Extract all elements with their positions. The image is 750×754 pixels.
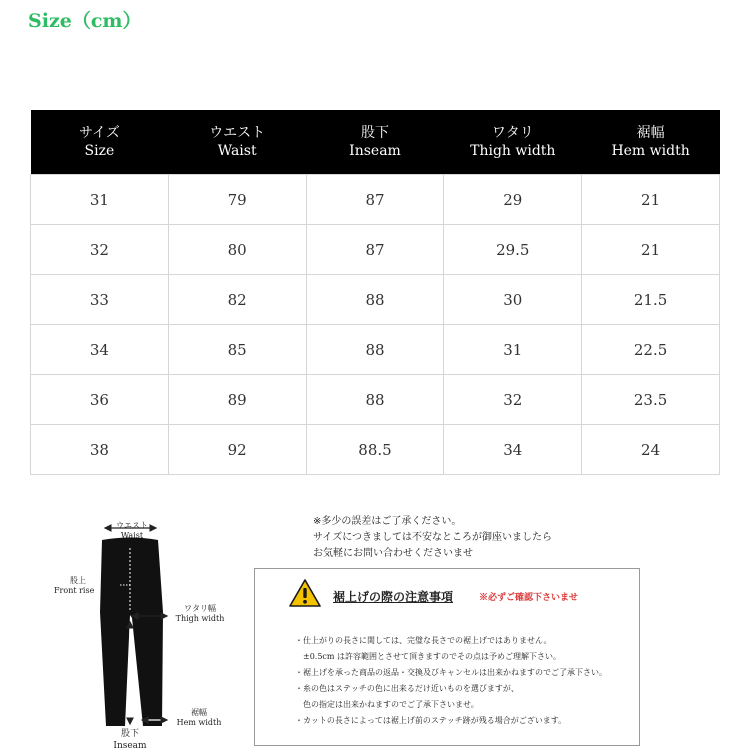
table-row — [31, 425, 720, 475]
table-cell: 34 — [31, 325, 169, 375]
table-cell: 80 — [168, 225, 306, 275]
table-cell: 88 — [306, 325, 444, 375]
list-item: ・仕上がりの長さに関しては、完璧な長さでの裾上げではありません。 — [295, 636, 552, 645]
table-cell: 89 — [168, 375, 306, 425]
warning-icon — [289, 579, 321, 607]
note-line: お気軽にお問い合わせくださいませ — [313, 548, 473, 559]
pants-measurement-diagram — [50, 512, 250, 750]
list-item: ・糸の色はステッチの色に出来るだけ近いものを選びますが、 — [295, 684, 519, 693]
table-cell: 88.5 — [306, 425, 444, 475]
table-cell: 22.5 — [582, 325, 720, 375]
header-inseam: 股下 Inseam — [306, 110, 444, 175]
table-cell: 29 — [444, 175, 582, 225]
table-cell: 30 — [444, 275, 582, 325]
table-cell: 85 — [168, 325, 306, 375]
table-row — [31, 225, 720, 275]
table-cell: 23.5 — [582, 375, 720, 425]
thigh-width-label: ワタリ幅 Thigh width — [175, 604, 225, 623]
table-cell: 32 — [31, 225, 169, 275]
table-cell: 21 — [582, 225, 720, 275]
table-row — [31, 375, 720, 425]
table-cell: 88 — [306, 375, 444, 425]
hemming-notice-box — [254, 568, 640, 746]
header-waist: ウエスト Waist — [168, 110, 306, 175]
notice-title: 裾上げの際の注意事項 — [333, 590, 454, 604]
table-cell: 92 — [168, 425, 306, 475]
table-cell: 88 — [306, 275, 444, 325]
table-cell: 24 — [582, 425, 720, 475]
table-row — [31, 275, 720, 325]
list-item: ・裾上げを承った商品の返品・交換及びキャンセルは出来かねますのでご了承下さい。 — [295, 668, 607, 677]
table-cell: 33 — [31, 275, 169, 325]
table-cell: 32 — [444, 375, 582, 425]
table-cell: 82 — [168, 275, 306, 325]
hem-width-label: 裾幅 Hem width — [176, 708, 222, 727]
page-title: Size（cm） — [28, 10, 142, 32]
notice-subtitle: ※必ずご確認下さいませ — [479, 593, 579, 603]
table-cell: 87 — [306, 175, 444, 225]
header-size: サイズ Size — [31, 110, 169, 175]
note-line: サイズにつきましては不安なところが御座いましたら — [313, 532, 552, 543]
table-cell: 38 — [31, 425, 169, 475]
list-item: ・カットの長さによっては裾上げ前のステッチ跡が残る場合がございます。 — [295, 716, 567, 725]
notice-list — [295, 633, 640, 729]
table-cell: 31 — [444, 325, 582, 375]
waist-label: ウエスト Waist — [116, 521, 148, 540]
table-cell: 21 — [582, 175, 720, 225]
table-cell: 31 — [31, 175, 169, 225]
table-cell: 87 — [306, 225, 444, 275]
table-cell: 21.5 — [582, 275, 720, 325]
note-line: ※多少の誤差はご了承ください。 — [313, 516, 462, 527]
header-thigh-width: ワタリ Thigh width — [444, 110, 582, 175]
table-cell: 36 — [31, 375, 169, 425]
table-row — [31, 325, 720, 375]
table-header-row — [31, 110, 720, 175]
list-item: 色の指定は出来かねますのでご了承下さいませ。 — [295, 700, 479, 709]
table-cell: 34 — [444, 425, 582, 475]
table-row — [31, 175, 720, 225]
table-cell: 29.5 — [444, 225, 582, 275]
size-notes — [313, 514, 552, 562]
front-rise-label: 股上 Front rise — [54, 576, 95, 595]
size-table — [30, 110, 720, 475]
list-item: ±0.5cm は許容範囲とさせて頂きますのでその点は予めご理解下さい。 — [295, 652, 562, 661]
inseam-label: 股下 Inseam — [113, 729, 147, 751]
table-cell: 79 — [168, 175, 306, 225]
header-hem-width: 裾幅 Hem width — [582, 110, 720, 175]
